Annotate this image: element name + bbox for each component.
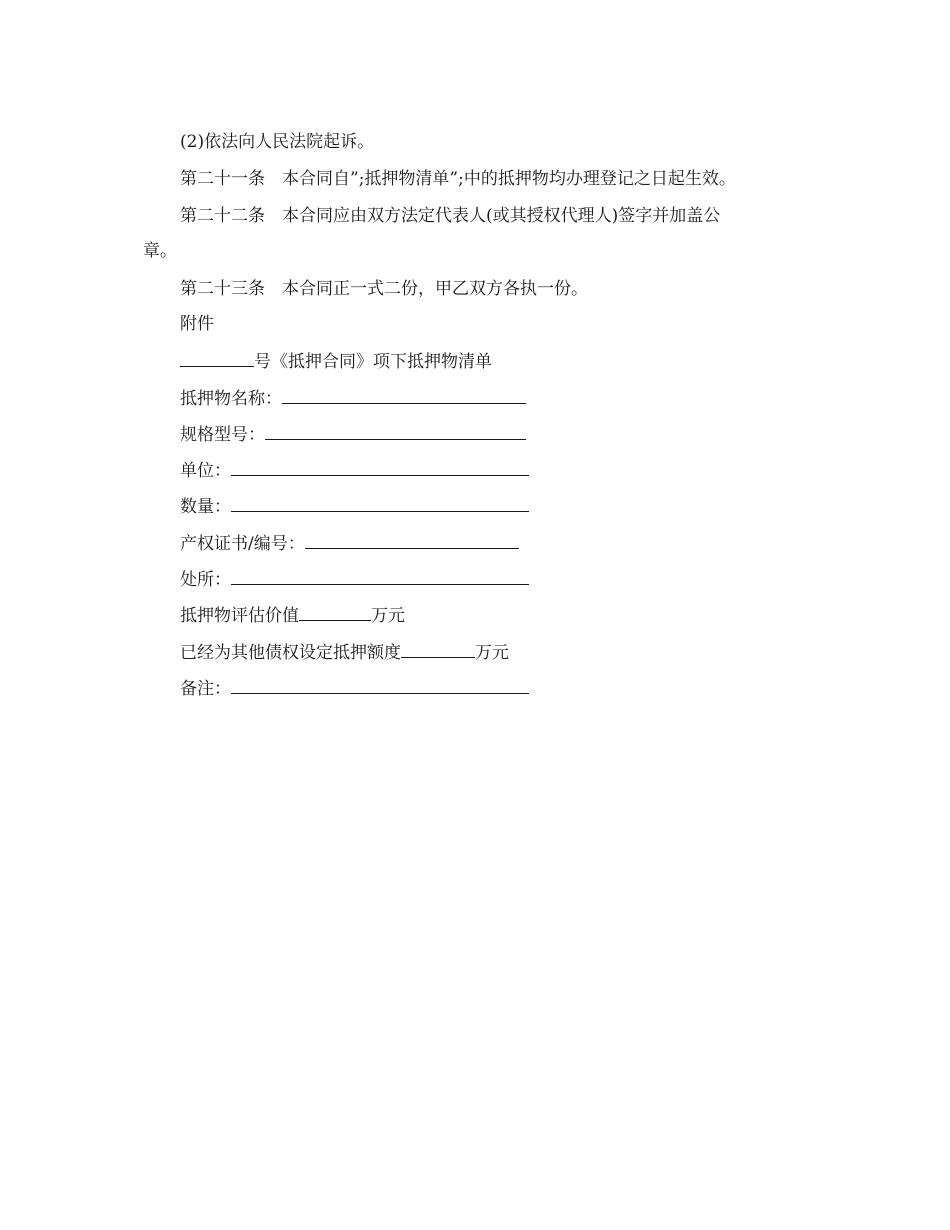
paragraph-item-2: (2)依法向人民法院起诉。 bbox=[180, 132, 375, 152]
article-23: 第二十三条 本合同正一式二份，甲乙双方各执一份。 bbox=[180, 279, 588, 299]
field-blank-cert bbox=[305, 532, 519, 549]
field-row-spec bbox=[180, 423, 526, 446]
field-row-unit bbox=[180, 459, 529, 482]
field-label-cert: 产权证书/编号： bbox=[180, 534, 305, 554]
contract-number-blank bbox=[180, 350, 254, 367]
field-row-remark bbox=[180, 677, 529, 700]
article-21: 第二十一条 本合同自”;抵押物清单”;中的抵押物均办理登记之日起生效。 bbox=[180, 169, 736, 189]
field-blank-other-mortgage bbox=[401, 641, 475, 658]
field-suffix-other-mortgage: 万元 bbox=[475, 643, 509, 663]
field-suffix-valuation: 万元 bbox=[371, 606, 405, 626]
field-blank-valuation bbox=[299, 604, 371, 621]
field-label-spec: 规格型号： bbox=[180, 425, 265, 445]
field-label-other-mortgage: 已经为其他债权设定抵押额度 bbox=[180, 643, 401, 663]
list-title: 号《抵押合同》项下抵押物清单 bbox=[254, 352, 492, 372]
field-label-location: 处所： bbox=[180, 570, 231, 590]
field-label-unit: 单位： bbox=[180, 461, 231, 481]
field-row-cert bbox=[180, 532, 519, 555]
field-blank-spec bbox=[265, 423, 526, 440]
field-blank-name bbox=[282, 387, 526, 404]
article-22-line-2: 章。 bbox=[143, 241, 177, 261]
field-row-name bbox=[180, 387, 526, 410]
field-blank-remark bbox=[231, 677, 529, 694]
field-blank-quantity bbox=[231, 495, 529, 512]
field-label-valuation: 抵押物评估价值 bbox=[180, 606, 299, 626]
list-title-row bbox=[180, 350, 492, 373]
field-row-quantity bbox=[180, 495, 529, 518]
field-blank-location bbox=[231, 568, 529, 585]
field-row-valuation bbox=[180, 604, 405, 627]
article-22-line-1: 第二十二条 本合同应由双方法定代表人(或其授权代理人)签字并加盖公 bbox=[180, 206, 721, 226]
field-blank-unit bbox=[231, 459, 529, 476]
field-label-quantity: 数量： bbox=[180, 497, 231, 517]
attachment-label: 附件 bbox=[180, 314, 214, 334]
field-label-name: 抵押物名称： bbox=[180, 389, 282, 409]
field-row-location bbox=[180, 568, 529, 591]
field-row-other-mortgage bbox=[180, 641, 509, 664]
field-label-remark: 备注： bbox=[180, 679, 231, 699]
